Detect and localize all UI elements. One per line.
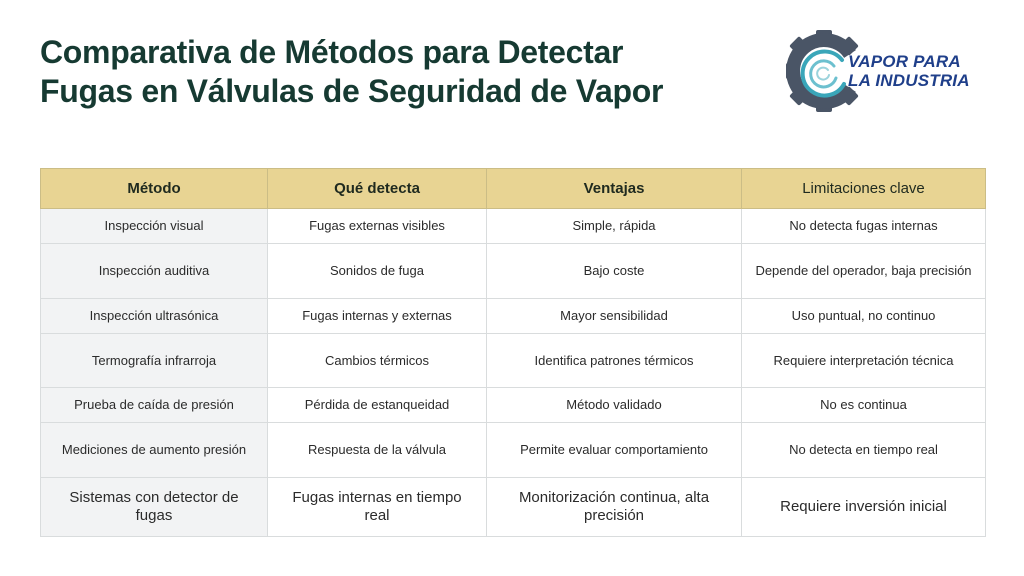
cell-metodo: Inspección auditiva: [41, 244, 268, 299]
header-ventajas: Ventajas: [487, 169, 742, 209]
cell-ventajas: Mayor sensibilidad: [487, 299, 742, 334]
cell-detecta: Sonidos de fuga: [268, 244, 487, 299]
cell-ventajas: Permite evaluar comportamiento: [487, 423, 742, 478]
table-row: [41, 244, 986, 299]
table-row: [41, 299, 986, 334]
logo-line-1: VAPOR PARA: [848, 52, 961, 71]
cell-detecta: Fugas internas en tiempo real: [268, 478, 487, 537]
cell-limitaciones: Requiere inversión inicial: [742, 478, 986, 537]
cell-ventajas: Bajo coste: [487, 244, 742, 299]
cell-limitaciones: Depende del operador, baja precisión: [742, 244, 986, 299]
cell-metodo: Sistemas con detector de fugas: [41, 478, 268, 537]
comparison-table: [40, 168, 986, 537]
header-metodo: Método: [41, 169, 268, 209]
cell-detecta: Fugas externas visibles: [268, 209, 487, 244]
cell-detecta: Respuesta de la válvula: [268, 423, 487, 478]
title-line-1: Comparativa de Métodos para Detectar: [40, 34, 624, 70]
cell-ventajas: Método validado: [487, 388, 742, 423]
cell-metodo: Prueba de caída de presión: [41, 388, 268, 423]
logo-text: [848, 52, 970, 90]
table-header-row: [41, 169, 986, 209]
cell-detecta: Fugas internas y externas: [268, 299, 487, 334]
table-row: [41, 388, 986, 423]
cell-metodo: Inspección ultrasónica: [41, 299, 268, 334]
table-row: [41, 423, 986, 478]
cell-limitaciones: Requiere interpretación técnica: [742, 334, 986, 388]
cell-detecta: Cambios térmicos: [268, 334, 487, 388]
cell-metodo: Inspección visual: [41, 209, 268, 244]
cell-ventajas: Monitorización continua, alta precisión: [487, 478, 742, 537]
cell-limitaciones: No detecta en tiempo real: [742, 423, 986, 478]
cell-ventajas: Identifica patrones térmicos: [487, 334, 742, 388]
header-limitaciones: Limitaciones clave: [742, 169, 986, 209]
table-row: [41, 478, 986, 537]
brand-logo: [784, 28, 984, 118]
cell-detecta: Pérdida de estanqueidad: [268, 388, 487, 423]
table-row: [41, 209, 986, 244]
cell-limitaciones: Uso puntual, no continuo: [742, 299, 986, 334]
header-que-detecta: Qué detecta: [268, 169, 487, 209]
page-title: [40, 33, 740, 111]
cell-metodo: Mediciones de aumento presión: [41, 423, 268, 478]
logo-line-2: LA INDUSTRIA: [848, 71, 970, 90]
cell-ventajas: Simple, rápida: [487, 209, 742, 244]
title-line-2: Fugas en Válvulas de Seguridad de Vapor: [40, 73, 664, 109]
cell-limitaciones: No detecta fugas internas: [742, 209, 986, 244]
table-row: [41, 334, 986, 388]
cell-metodo: Termografía infrarroja: [41, 334, 268, 388]
cell-limitaciones: No es continua: [742, 388, 986, 423]
